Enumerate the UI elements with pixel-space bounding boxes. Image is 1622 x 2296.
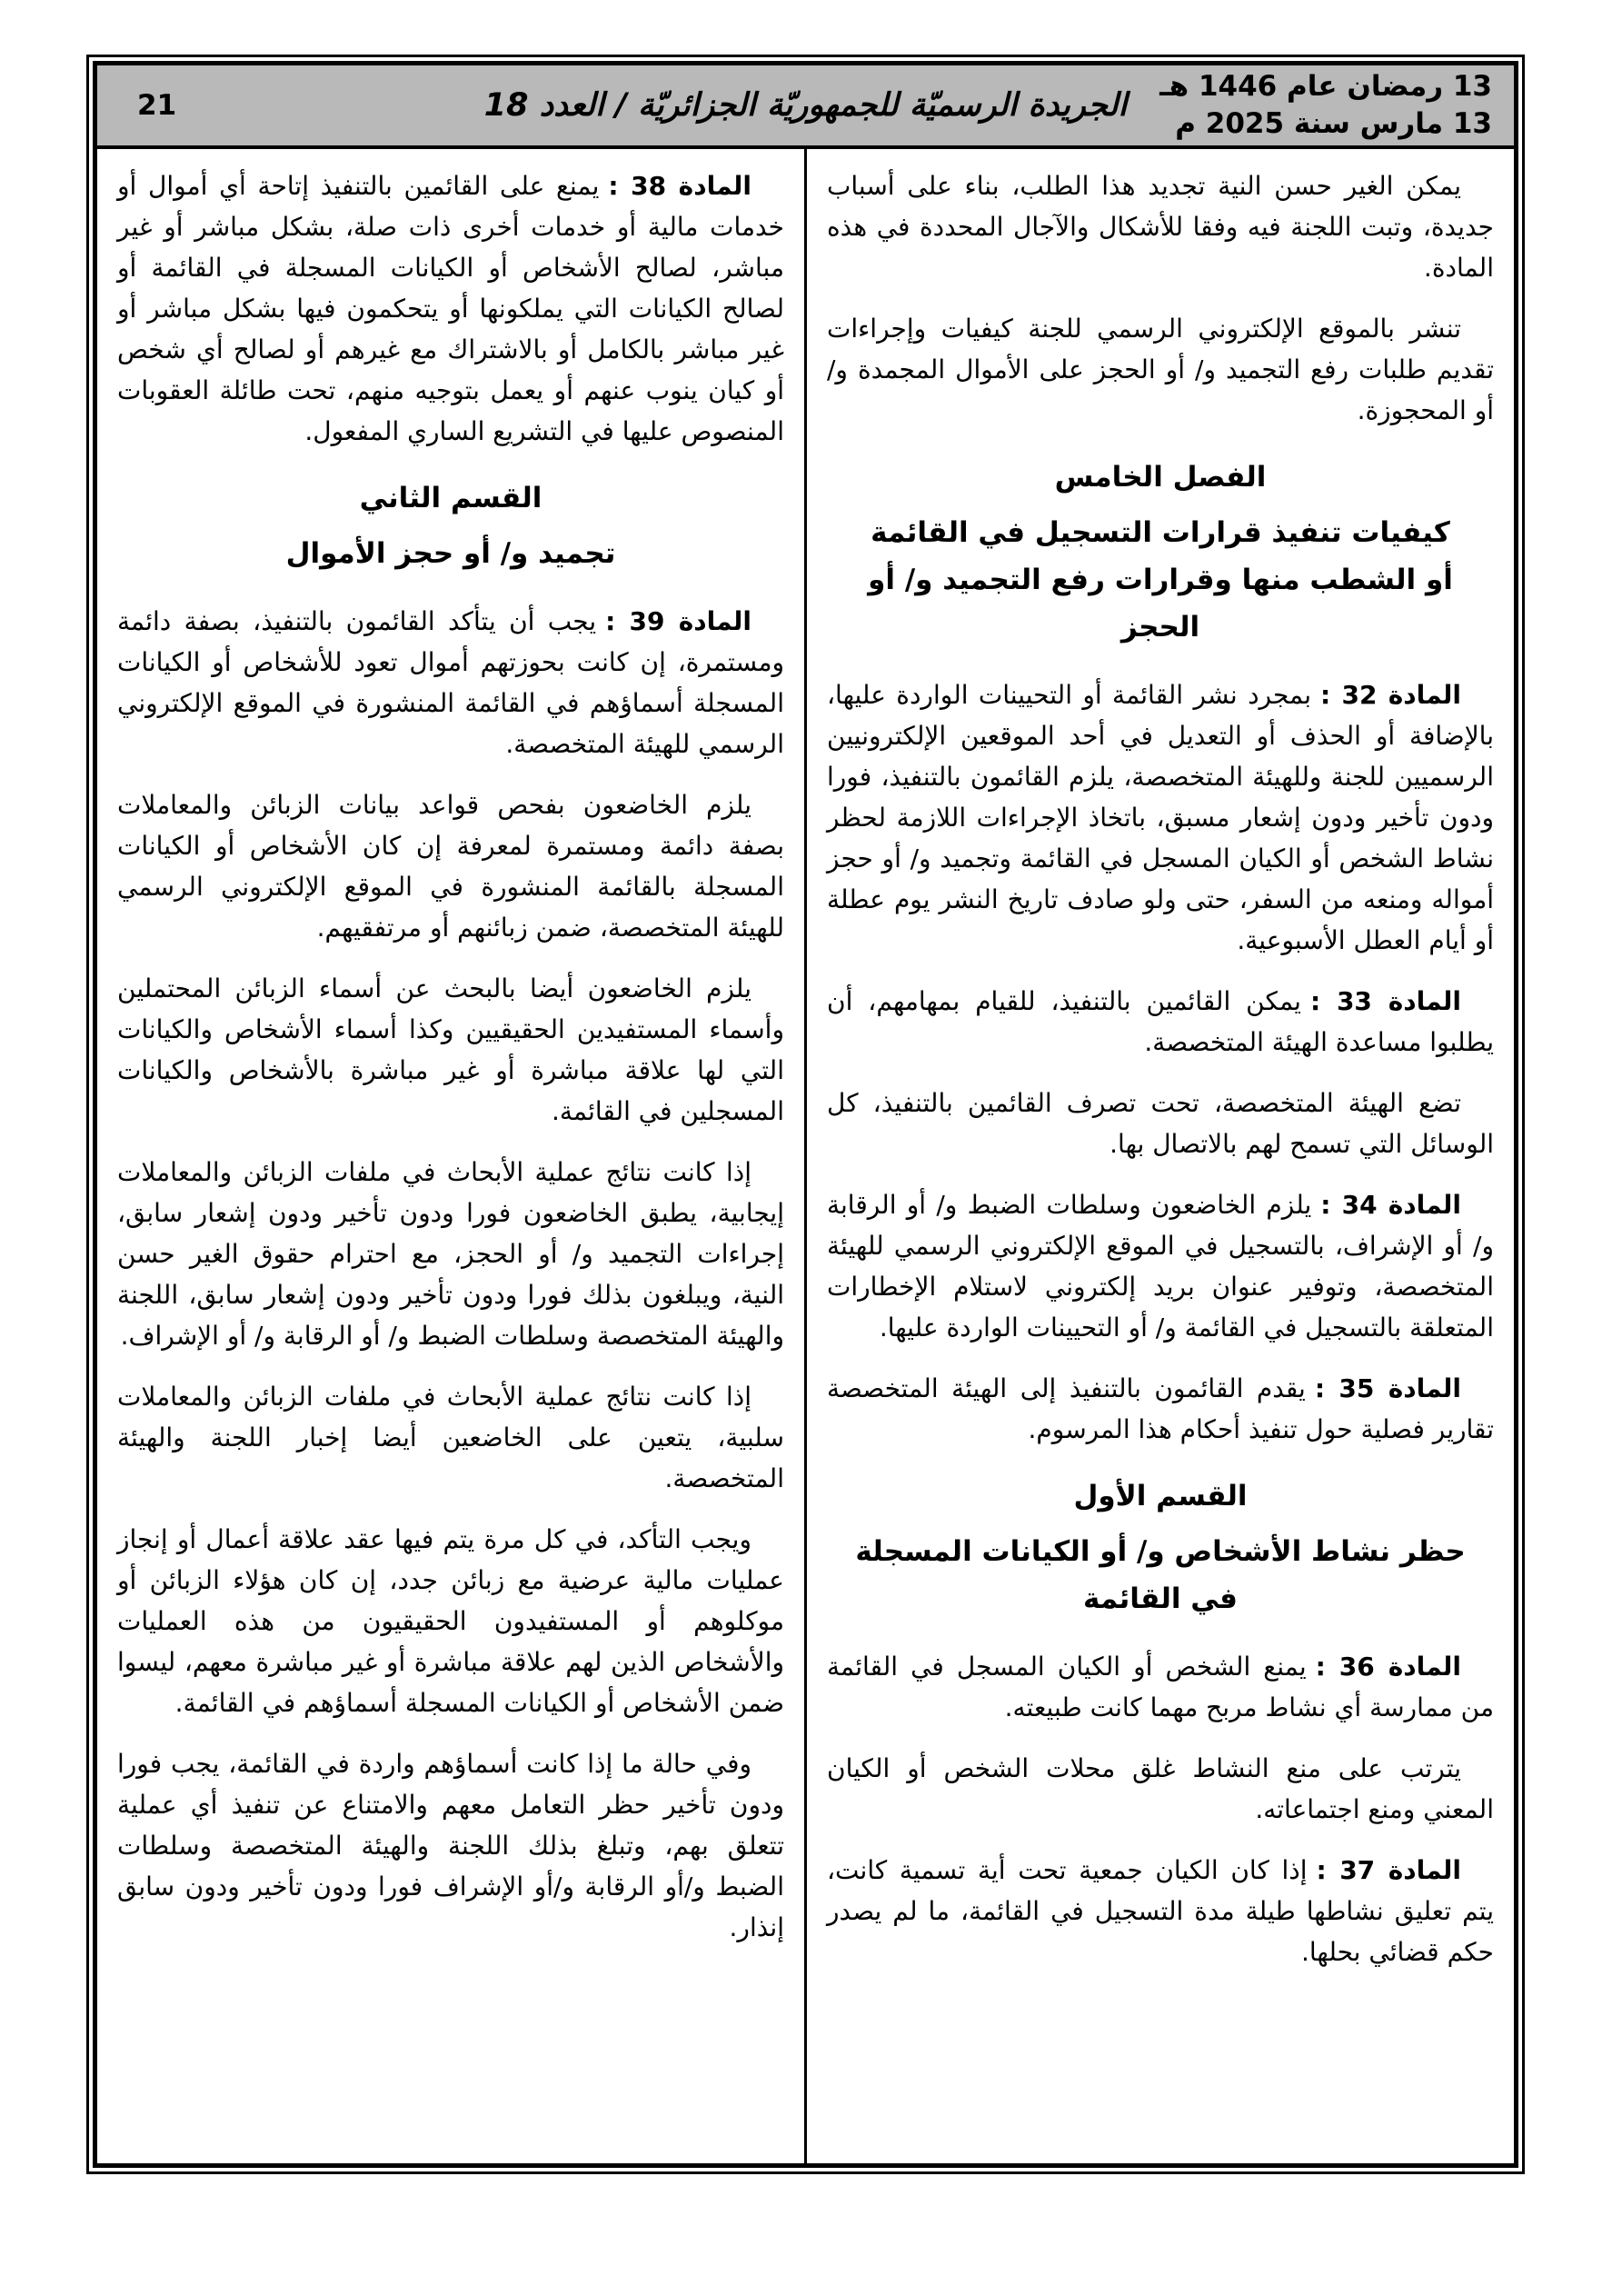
article-number: المادة 32 :	[1320, 680, 1461, 710]
article-number: المادة 35 :	[1314, 1373, 1461, 1403]
article	[827, 1184, 1494, 1348]
paragraph: ويجب التأكد، في كل مرة يتم فيها عقد علاقة أعمال أو إنجاز عمليات مالية عرضية مع زبائن جدد، إن كان هؤلاء الزبائن أو موكلوهم أو المستفيدون الحقيقيون من هذه العمليات والأشخاص الذين لهم علاقة مباشرة أو غير مباشرة معهم، ليسوا ضمن الأشخاص أو الكيانات المسجلة أسماؤهم في القائمة.	[117, 1524, 784, 1718]
column-divider	[804, 149, 807, 2163]
column-right	[807, 149, 1514, 2163]
article-text: يمكن القائمين بالتنفيذ، للقيام بمهامهم، أن يطلبوا مساعدة الهيئة المتخصصة.	[827, 986, 1494, 1057]
article-text: إذا كان الكيان جمعية تحت أية تسمية كانت، يتم تعليق نشاطها طيلة مدة التسجيل في القائمة، ما لم يصدر حكم قضائي بحلها.	[827, 1855, 1494, 1967]
chapter-heading: الفصل الخامس	[1054, 461, 1267, 494]
article	[827, 1850, 1494, 1972]
article-number: المادة 34 :	[1320, 1190, 1462, 1220]
article	[827, 674, 1494, 961]
article-number: المادة 33 :	[1309, 986, 1462, 1016]
article-number: المادة 37 :	[1316, 1855, 1461, 1885]
page-frame-inner	[93, 61, 1518, 2168]
paragraph: تضع الهيئة المتخصصة، تحت تصرف القائمين بالتنفيذ، كل الوسائل التي تسمح لهم بالاتصال بها.	[827, 1088, 1494, 1159]
paragraph: يلزم الخاضعون بفحص قواعد بيانات الزبائن والمعاملات بصفة دائمة ومستمرة لمعرفة إن كان الأشخاص أو الكيانات المسجلة بالقائمة المنشورة في الموقع الإلكتروني الرسمي للهيئة المتخصصة، ضمن زبائنهم أو مرتفقيهم.	[117, 790, 784, 943]
journal-title: الجريدة الرسميّة للجمهوريّة الجزائريّة / العدد 18	[483, 87, 1128, 124]
paragraph: وفي حالة ما إذا كانت أسماؤهم واردة في القائمة، يجب فورا ودون تأخير حظر التعامل معهم والامتناع عن تنفيذ أي عملية تتعلق بهم، وتبلغ بذلك اللجنة والهيئة المتخصصة وسلطات الضبط و/أو الرقابة و/أو الإشراف فورا ودون تأخير ودون سابق إنذار.	[117, 1749, 784, 1942]
article-number: المادة 36 :	[1315, 1652, 1461, 1682]
masthead	[97, 65, 1514, 149]
section-title: تجميد و/ أو حجز الأموال	[285, 537, 616, 570]
paragraph: تنشر بالموقع الإلكتروني الرسمي للجنة كيفيات وإجراءات تقديم طلبات رفع التجميد و/ أو الحجز على الأموال المجمدة و/ أو المحجوزة.	[827, 314, 1494, 425]
page-frame	[86, 55, 1525, 2174]
article	[827, 981, 1494, 1063]
header-dates	[1159, 68, 1514, 143]
article-text: بمجرد نشر القائمة أو التحيينات الواردة عليها، بالإضافة أو الحذف أو التعديل في أحد الموقعين الإلكترونيين الرسميين للجنة وللهيئة المتخصصة، يلزم القائمون بالتنفيذ، فورا ودون تأخير ودون إشعار مسبق، باتخاذ الإجراءات اللازمة لحظر نشاط الشخص أو الكيان المسجل في القائمة وتجميد و/ أو حجز أمواله ومنعه من السفر، حتى ولو صادف تاريخ النشر يوم عطلة أو أيام العطل الأسبوعية.	[827, 680, 1494, 955]
article-text: يمنع على القائمين بالتنفيذ إتاحة أي أموال أو خدمات مالية أو خدمات أخرى ذات صلة، بشكل مباشر أو غير مباشر، لصالح الأشخاص أو الكيانات المسجلة في القائمة أو لصالح الكيانات التي يملكونها أو يتحكمون فيها بشكل مباشر أو غير مباشر بالكامل أو بالاشتراك مع غيرهم أو لصالح أي شخص أو كيان ينوب عنهم أو يعمل بتوجيه منهم، تحت طائلة العقوبات المنصوص عليها في التشريع الساري المفعول.	[117, 171, 784, 446]
date-hijri: 13 رمضان عام 1446 هـ	[1159, 70, 1492, 103]
article-text: يمنع الشخص أو الكيان المسجل في القائمة من ممارسة أي نشاط مربح مهما كانت طبيعته.	[827, 1652, 1494, 1722]
article	[827, 1646, 1494, 1728]
paragraph: يمكن الغير حسن النية تجديد هذا الطلب، بناء على أسباب جديدة، وتبت اللجنة فيه وفقا للأشكال والآجال المحددة في هذه المادة.	[827, 171, 1494, 283]
section-title: كيفيات تنفيذ قرارات التسجيل في القائمة أو الشطب منها وقرارات رفع التجميد و/ أو الحجز	[868, 516, 1453, 644]
chapter-heading: القسم الثاني	[359, 482, 542, 514]
article-text: يلزم الخاضعون وسلطات الضبط و/ أو الرقابة و/ أو الإشراف، بالتسجيل في الموقع الإلكتروني الرسمي للهيئة المتخصصة، وتوفير عنوان بريد إلكتروني لاستلام الإخطارات المتعلقة بالتسجيل في القائمة و/ أو التحيينات الواردة عليها.	[827, 1190, 1494, 1343]
chapter-heading: القسم الأول	[1073, 1480, 1248, 1512]
article-number: المادة 38 :	[608, 171, 751, 201]
paragraph: يترتب على منع النشاط غلق محلات الشخص أو الكيان المعني ومنع اجتماعاته.	[827, 1753, 1494, 1824]
article	[117, 165, 784, 452]
column-left	[97, 149, 804, 2163]
article	[117, 601, 784, 764]
article-text: يجب أن يتأكد القائمون بالتنفيذ، بصفة دائمة ومستمرة، إن كانت بحوزتهم أموال تعود للأشخاص أو الكيانات المسجلة أسماؤهم في القائمة المنشورة في الموقع الإلكتروني الرسمي للهيئة المتخصصة.	[117, 606, 784, 759]
date-gregorian: 13 مارس سنة 2025 م	[1175, 107, 1492, 140]
page-number: 21	[137, 89, 177, 122]
article-number: المادة 39 :	[605, 606, 751, 636]
article-text: يقدم القائمون بالتنفيذ إلى الهيئة المتخصصة تقارير فصلية حول تنفيذ أحكام هذا المرسوم.	[827, 1373, 1494, 1444]
paragraph: إذا كانت نتائج عملية الأبحاث في ملفات الزبائن والمعاملات سلبية، يتعين على الخاضعين أيضا إخبار اللجنة والهيئة المتخصصة.	[117, 1382, 784, 1493]
article	[827, 1368, 1494, 1450]
section-title: حظر نشاط الأشخاص و/ أو الكيانات المسجلة في القائمة	[855, 1535, 1466, 1615]
columns	[97, 149, 1514, 2163]
paragraph: يلزم الخاضعون أيضا بالبحث عن أسماء الزبائن المحتملين وأسماء المستفيدين الحقيقيين وكذا أسماء الأشخاص والكيانات التي لها علاقة مباشرة أو غير مباشرة بالأشخاص والكيانات المسجلين في القائمة.	[117, 973, 784, 1126]
paragraph: إذا كانت نتائج عملية الأبحاث في ملفات الزبائن والمعاملات إيجابية، يطبق الخاضعون فورا ودون تأخير ودون إشعار سابق، إجراءات التجميد و/ أو الحجز، مع احترام حقوق الغير حسن النية، ويبلغون بذلك فورا ودون تأخير ودون إشعار سابق، اللجنة والهيئة المتخصصة وسلطات الضبط و/ أو الرقابة و/ أو الإشراف.	[117, 1157, 784, 1351]
